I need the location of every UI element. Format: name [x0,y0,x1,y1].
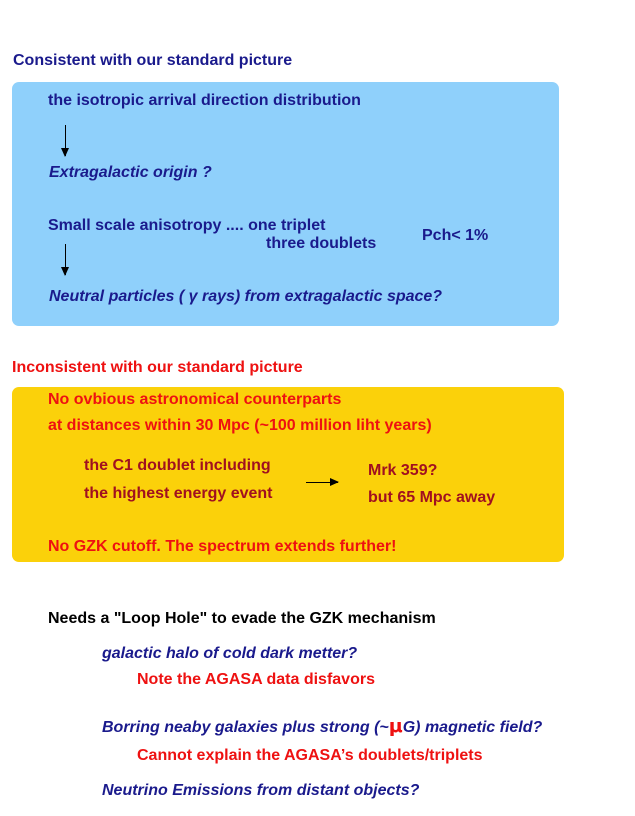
pch-text: Pch< 1% [422,227,489,244]
isotropic-text: the isotropic arrival direction distribution [48,92,361,109]
counterparts-line2: at distances within 30 Mpc (~100 million liht years) [48,417,432,434]
loop-hole-text: Needs a "Loop Hole" to evade the GZK mechanism [48,610,436,627]
mrk-line1: Mrk 359? [368,462,438,479]
right-arrow-icon [306,482,338,483]
mu-symbol: μ [388,715,403,737]
down-arrow-icon [65,244,66,275]
inconsistent-heading: Inconsistent with our standard picture [12,359,303,376]
counterparts-line1: No ovbious astronomical counterparts [48,391,342,408]
borring-note-text: Cannot explain the AGASA’s doublets/triplets [137,747,483,764]
doublets-text: three doublets [266,235,377,252]
gamma-symbol: γ [188,288,198,305]
halo-text: galactic halo of cold dark metter? [102,645,358,662]
consistent-heading: Consistent with our standard picture [13,52,293,69]
extragalactic-origin-text: Extragalactic origin ? [49,164,212,181]
c1-doublet-line1: the C1 doublet including [84,457,271,474]
anisotropy-text: Small scale anisotropy .... one triplet [48,217,326,234]
borring-galaxies-text: Borring neaby galaxies plus strong (~μG) magnetic field? [102,715,543,737]
mrk-line2: but 65 Mpc away [368,489,496,506]
gzk-cutoff-text: No GZK cutoff. The spectrum extends further! [48,538,397,555]
halo-note-text: Note the AGASA data disfavors [137,671,375,688]
neutrino-text: Neutrino Emissions from distant objects? [102,782,420,799]
neutral-particles-text: Neutral particles ( γ rays) from extragalactic space? [49,288,443,305]
c1-doublet-line2: the highest energy event [84,485,273,502]
down-arrow-icon [65,125,66,156]
